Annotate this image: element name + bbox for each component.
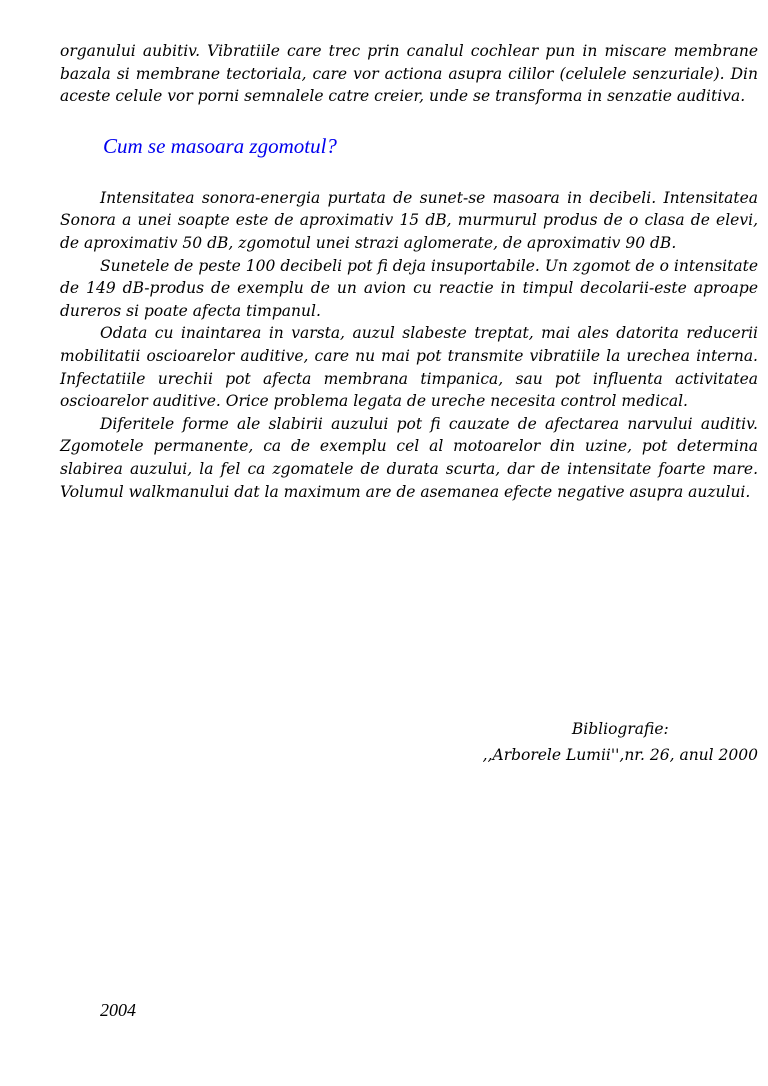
- document-year: 2004: [100, 1000, 136, 1020]
- document-body: [60, 40, 758, 503]
- paragraph-aging: Odata cu inaintarea in varsta, auzul slabeste treptat, mai ales datorita reducerii mobilitatii oscioarelor auditive, care nu mai pot transmite vibratiile la urechea interna. Infectatiile urechii pot afecta membrana timpanica, sau pot influenta activitatea oscioarelor auditive. Orice problema legata de ureche necesita control medical.: [60, 324, 758, 411]
- bibliography-label: Bibliografie:: [571, 720, 669, 738]
- section-heading: Cum se masoara zgomotul?: [103, 133, 337, 158]
- paragraph-intensity: Intensitatea sonora-energia purtata de sunet-se masoara in decibeli. Intensitatea Sonora a unei soapte este de aproximativ 15 dB, murmurul produs de o clasa de elevi, de aproximativ 50 dB, zgomotul unei strazi aglomerate, de aproximativ 90 dB.: [60, 188, 758, 252]
- bibliography-source: ,,Arborele Lumii'',nr. 26, anul 2000: [482, 746, 758, 764]
- intro-paragraph: organului aubitiv. Vibratiile care trec prin canalul cochlear pun in miscare membrane bazala si membrane tectoriala, care vor actiona asupra cililor (celulele senzuriale). Din aceste celule vor porni semnalele catre creier, unde se transforma in senzatie auditiva.: [60, 42, 758, 106]
- paragraph-hearing-loss: Diferitele forme ale slabirii auzului pot fi cauzate de afectarea narvului auditiv. Zgomotele permanente, ca de exemplu cel al motoarelor din uzine, pot determina slabirea auzului, la fel ca zgomatele de durata scurta, dar de intensitate foarte mare. Volumul walkmanului dat la maximum are de asemanea efecte negative asupra auzului.: [60, 414, 758, 501]
- bibliography: [483, 716, 758, 768]
- paragraph-loud-sounds: Sunetele de peste 100 decibeli pot fi deja insuportabile. Un zgomot de o intensitate de 149 dB-produs de exemplu de un avion cu reactie in timpul decolarii-este aproape dureros si poate afecta timpanul.: [60, 256, 758, 320]
